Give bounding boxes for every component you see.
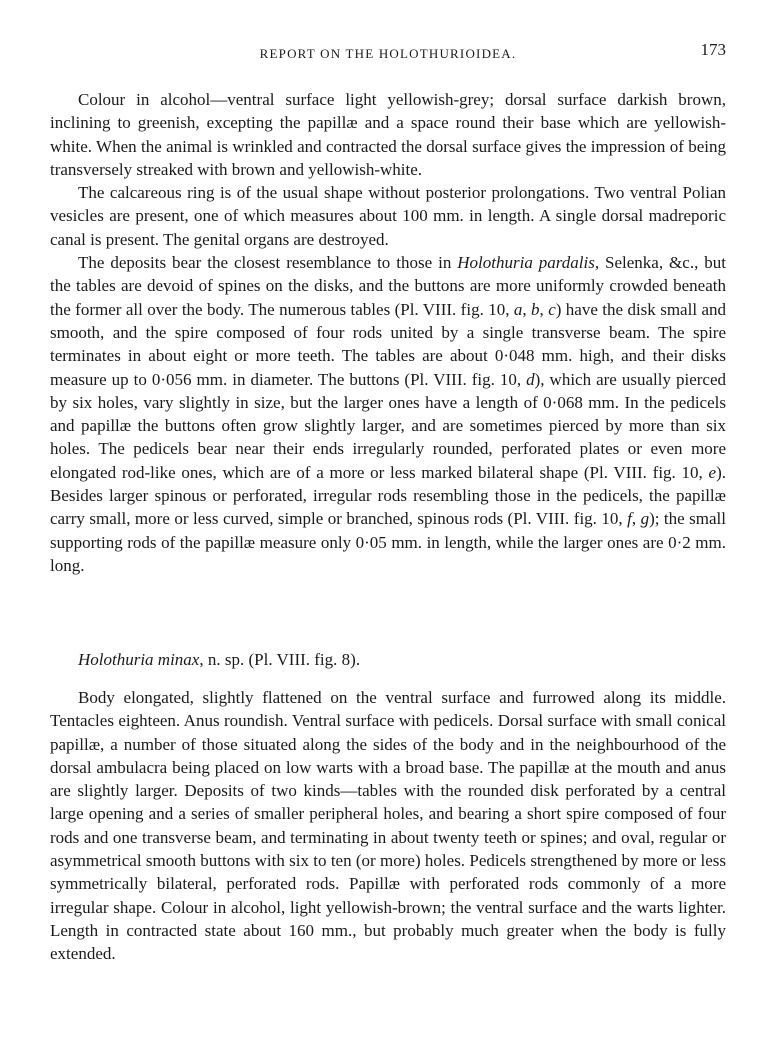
paragraph-description: Body elongated, slightly flattened on the ventral surface and furrowed along its middle. Tentacles eighteen. Anus roundish. Ventral surface with pedicels. Dorsal surface with small conical papillæ, a number of those situated along the sides of the body and in the neighbourhood of the dorsal ambulacra being placed on low warts with a broad base. The papillæ at the mouth and anus are slightly larger. Deposits of two kinds—tables with the rounded disk perforated by a central large opening and a series of smaller peripheral holes, and bearing a short spire composed of four rods and one transverse beam, and terminating in about twenty teeth or spines; and oval, regular or asymmetrical smooth buttons with six to ten (or more) holes. Pedicels strengthened by more or less symmetrically bilateral, perforated rods. Papillæ with perforated rods commonly of a more irregular shape. Colour in alcohol, light yellowish-brown; the ventral surface and the warts lighter. Length in contracted state about 160 mm., but probably much greater when the body is fully extended.: [50, 688, 726, 964]
paragraph-deposits: The deposits bear the closest resemblance to those in Holothuria pardalis, Selenka, &c., but the tables are devoid of spines on the disks, and the buttons are more uniformly crowded beneath the former all over the body. The numerous tables (Pl. VIII. fig. 10, a, b, c) have the disk small and smooth, and the spire composed of four rods united by a single transverse beam. The spire terminates in about eight or more teeth. The tables are about 0·048 mm. high, and their disks measure up to 0·056 mm. in diameter. The buttons (Pl. VIII. fig. 10, d), which are usually pierced by six holes, vary slightly in size, but the larger ones have a length of 0·068 mm. In the pedicels and papillæ the buttons often grow slightly larger, and are sometimes pierced by more than six holes. The pedicels bear near their ends irregularly rounded, perforated plates or even more elongated rod-like ones, which are of a more or less marked bilateral shape (Pl. VIII. fig. 10, e). Besides larger spinous or perforated, irregular rods resembling those in the pedicels, the papillæ carry small, more or less curved, simple or branched, spinous rods (Pl. VIII. fig. 10, f, g); the small supporting rods of the papillæ measure only 0·05 mm. in length, while the larger ones are 0·2 mm. long.: [50, 253, 727, 575]
paragraph-colour: Colour in alcohol—ventral surface light yellowish-grey; dorsal surface darkish brown, inclining to greenish, excepting the papillæ and a space round their base which are yellowish-white. When the animal is wrinkled and contracted the dorsal surface gives the impression of being transversely streaked with brown and yellowish-white.: [50, 90, 726, 179]
species-name: Holothuria pardalis: [457, 253, 595, 273]
section-2: [50, 686, 726, 966]
page-number: 173: [700, 40, 726, 59]
paragraph-calcareous-ring: The calcareous ring is of the usual shape without posterior prolongations. Two ventral Polian vesicles are present, one of which measures about 100 mm. in length. A single dorsal madreporic canal is present. The genital organs are destroyed.: [50, 183, 726, 249]
species-heading: Holothuria minax, n. sp. (Pl. VIII. fig. 8).: [78, 650, 361, 669]
running-head: REPORT ON THE HOLOTHURIOIDEA.: [259, 46, 517, 61]
page-header: [50, 40, 726, 64]
section-1: [50, 88, 726, 577]
species-heading-name: Holothuria minax: [78, 650, 200, 669]
